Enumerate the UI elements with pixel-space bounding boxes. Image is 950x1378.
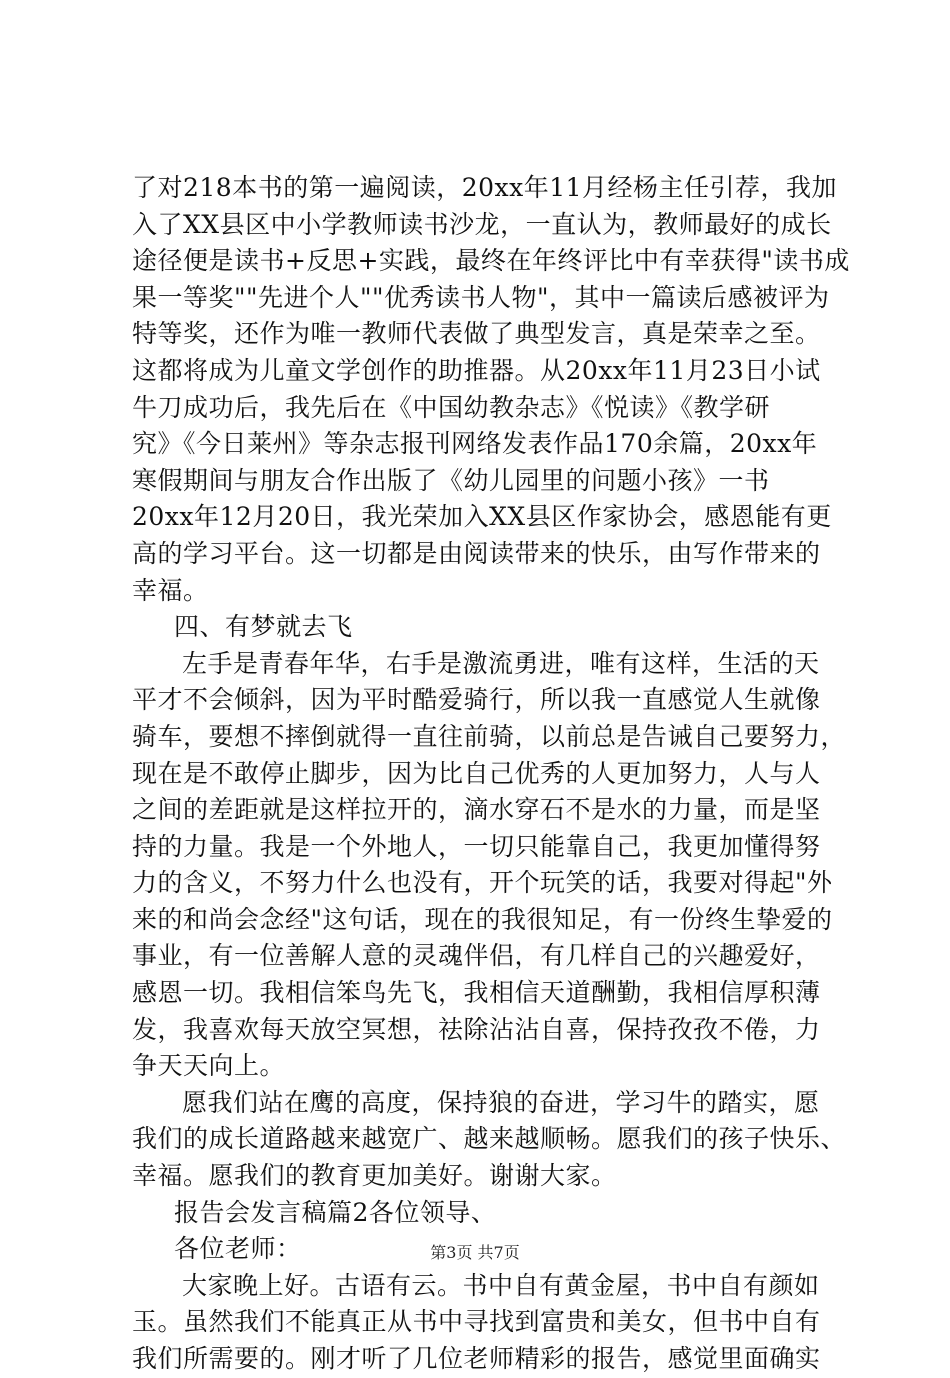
text-line: 究》《今日莱州》等杂志报刊网络发表作品170余篇，20xx年 <box>132 429 818 459</box>
text-line: 入了XX县区中小学教师读书沙龙，一直认为，教师最好的成长 <box>132 209 832 239</box>
page-number: 第3页 共7页 <box>430 1243 520 1262</box>
text-line: 幸福。愿我们的教育更加美好。谢谢大家。 <box>132 1161 617 1191</box>
text-line: 20xx年12月20日，我光荣加入XX县区作家协会，感恩能有更 <box>132 502 832 532</box>
text-line: 我们的成长道路越来越宽广、越来越顺畅。愿我们的孩子快乐、 <box>132 1124 847 1154</box>
text-line: 来的和尚会念经"这句话，现在的我很知足，有一份终生挚爱的 <box>132 904 833 934</box>
text-line: 这都将成为儿童文学创作的助推器。从20xx年11月23日小试 <box>132 355 821 385</box>
section-heading: 四、有梦就去飞 <box>174 612 353 642</box>
text-line: 现在是不敢停止脚步，因为比自己优秀的人更加努力，人与人 <box>132 758 821 788</box>
text-line: 争天天向上。 <box>132 1051 286 1081</box>
text-line: 平才不会倾斜，因为平时酷爱骑行，所以我一直感觉人生就像 <box>132 685 821 715</box>
text-line: 幸福。 <box>132 575 209 605</box>
text-line: 特等奖，还作为唯一教师代表做了典型发言，真是荣幸之至。 <box>132 319 821 349</box>
text-line: 感恩一切。我相信笨鸟先飞，我相信天道酬勤，我相信厚积薄 <box>132 978 821 1008</box>
text-line: 事业，有一位善解人意的灵魂伴侣，有几样自己的兴趣爱好， <box>132 941 821 971</box>
paragraph-first-line: 愿我们站在鹰的高度，保持狼的奋进，学习牛的踏实，愿 <box>182 1087 820 1117</box>
text-line: 了对218本书的第一遍阅读，20xx年11月经杨主任引荐，我加 <box>132 173 838 202</box>
text-line: 寒假期间与朋友合作出版了《幼儿园里的问题小孩》一书 <box>132 465 770 495</box>
text-line: 果一等奖""先进个人""优秀读书人物"，其中一篇读后感被评为 <box>132 282 830 312</box>
text-line: 持的力量。我是一个外地人，一切只能靠自己，我更加懂得努 <box>132 831 821 861</box>
text-line: 力的含义，不努力什么也没有，开个玩笑的话，我要对得起"外 <box>132 868 833 898</box>
text-line: 发，我喜欢每天放空冥想，祛除沾沾自喜，保持孜孜不倦，力 <box>132 1014 821 1044</box>
text-line: 高的学习平台。这一切都是由阅读带来的快乐，由写作带来的 <box>132 538 821 568</box>
body-text <box>132 170 850 1378</box>
text-line: 骑车，要想不摔倒就得一直往前骑，以前总是告诫自己要努力， <box>132 721 847 751</box>
text-line: 牛刀成功后，我先后在《中国幼教杂志》《悦读》《教学研 <box>132 392 771 422</box>
text-line: 之间的差距就是这样拉开的，滴水穿石不是水的力量，而是坚 <box>132 795 821 825</box>
text-line: 玉。虽然我们不能真正从书中寻找到富贵和美女，但书中自有 <box>132 1307 821 1337</box>
page-footer <box>0 1240 950 1263</box>
paragraph-first-line: 左手是青春年华，右手是激流勇进，唯有这样，生活的天 <box>182 648 820 678</box>
section-heading: 报告会发言稿篇2各位领导、 <box>174 1197 497 1227</box>
paragraph-first-line: 大家晚上好。古语有云。书中自有黄金屋，书中自有颜如 <box>182 1270 820 1300</box>
text-line: 途径便是读书+反思+实践，最终在年终评比中有幸获得"读书成 <box>132 246 850 276</box>
text-line: 我们所需要的。刚才听了几位老师精彩的报告，感觉里面确实 <box>132 1344 821 1373</box>
salutation: 各位老师： <box>174 1234 302 1264</box>
